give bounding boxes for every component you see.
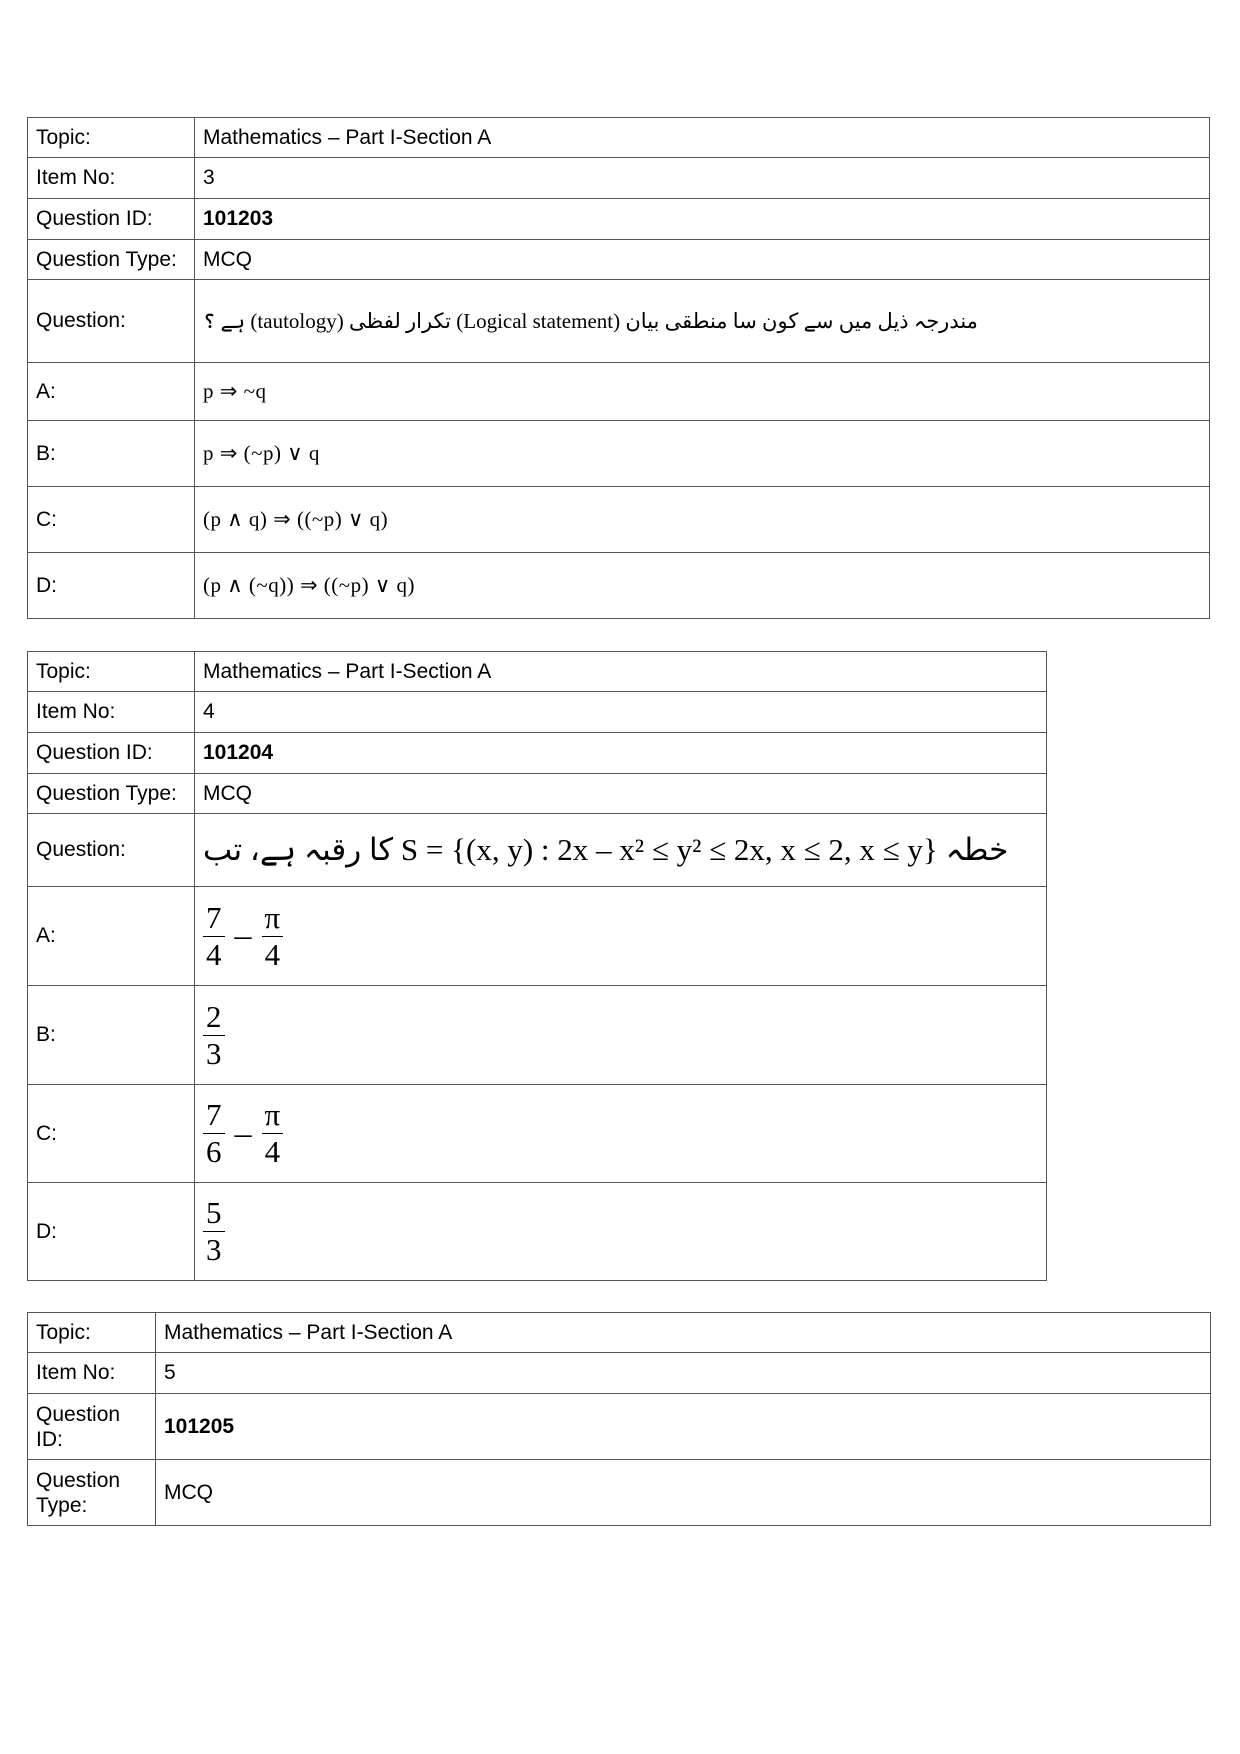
question-label: Question: (28, 280, 195, 363)
option-d-label: D: (28, 553, 195, 619)
numerator: π (262, 1097, 284, 1134)
topic-value: Mathematics – Part I-Section A (156, 1313, 1211, 1353)
question-id-label: Question ID: (28, 199, 195, 240)
item-no-label: Item No: (28, 158, 195, 199)
question-table-item-3 (27, 117, 1210, 619)
option-a-value (195, 887, 1047, 986)
question-type-label: Question Type: (28, 240, 195, 280)
fraction-a2 (262, 900, 284, 973)
topic-label: Topic: (28, 652, 195, 692)
option-a-label: A: (28, 363, 195, 421)
denominator: 4 (264, 1134, 281, 1169)
fraction-c2 (262, 1097, 284, 1170)
fraction-d1 (203, 1195, 225, 1268)
fraction-b1 (203, 999, 225, 1072)
question-table-item-5 (27, 1312, 1211, 1526)
question-type-value: MCQ (195, 774, 1047, 814)
option-a-value: p ⇒ ~q (195, 363, 1210, 421)
question-text: مندرجہ ذیل میں سے کون سا منطقی بیان (Logical statement) تکرار لفظی (tautology) ہے ؟ (195, 280, 1210, 363)
denominator: 6 (206, 1134, 222, 1169)
question-type-label: Question Type: (28, 1460, 156, 1526)
item-no-label: Item No: (28, 1353, 156, 1394)
question-text: خطہ S = {(x, y) : 2x – x² ≤ y² ≤ 2x, x ≤ 2, x ≤ y} کا رقبہ ہے، تب (195, 814, 1047, 887)
item-no-value: 5 (156, 1353, 1211, 1394)
numerator: π (262, 900, 284, 937)
question-type-value: MCQ (195, 240, 1210, 280)
question-id-label: Question ID: (28, 733, 195, 774)
minus-sign: – (234, 1114, 252, 1152)
question-id-value: 101203 (195, 199, 1210, 240)
question-table-item-4 (27, 651, 1047, 1281)
option-d-label: D: (28, 1183, 195, 1281)
option-c-label: C: (28, 1085, 195, 1183)
numerator: 7 (203, 900, 225, 937)
option-b-label: B: (28, 986, 195, 1085)
item-no-label: Item No: (28, 692, 195, 733)
option-d-value: (p ∧ (~q)) ⇒ ((~p) ∨ q) (195, 553, 1210, 619)
topic-value: Mathematics – Part I-Section A (195, 652, 1047, 692)
question-type-label: Question Type: (28, 774, 195, 814)
denominator: 4 (264, 936, 281, 972)
item-no-value: 4 (195, 692, 1047, 733)
question-id-value: 101204 (195, 733, 1047, 774)
fraction-a1 (203, 900, 225, 973)
question-id-value: 101205 (156, 1394, 1211, 1460)
option-a-label: A: (28, 887, 195, 986)
numerator: 5 (203, 1195, 225, 1232)
question-type-value: MCQ (156, 1460, 1211, 1526)
option-d-value (195, 1183, 1047, 1281)
denominator: 3 (206, 1232, 222, 1267)
fraction-c1 (203, 1097, 225, 1170)
topic-label: Topic: (28, 118, 195, 158)
option-b-label: B: (28, 421, 195, 487)
option-c-value: (p ∧ q) ⇒ ((~p) ∨ q) (195, 487, 1210, 553)
option-c-label: C: (28, 487, 195, 553)
minus-sign: – (234, 917, 252, 954)
item-no-value: 3 (195, 158, 1210, 199)
question-id-label: Question ID: (28, 1394, 156, 1460)
numerator: 7 (203, 1097, 225, 1134)
denominator: 4 (206, 936, 222, 972)
question-label: Question: (28, 814, 195, 887)
option-c-value (195, 1085, 1047, 1183)
numerator: 2 (203, 999, 225, 1036)
topic-label: Topic: (28, 1313, 156, 1353)
topic-value: Mathematics – Part I-Section A (195, 118, 1210, 158)
denominator: 3 (206, 1035, 222, 1071)
option-b-value (195, 986, 1047, 1085)
option-b-value: p ⇒ (~p) ∨ q (195, 421, 1210, 487)
